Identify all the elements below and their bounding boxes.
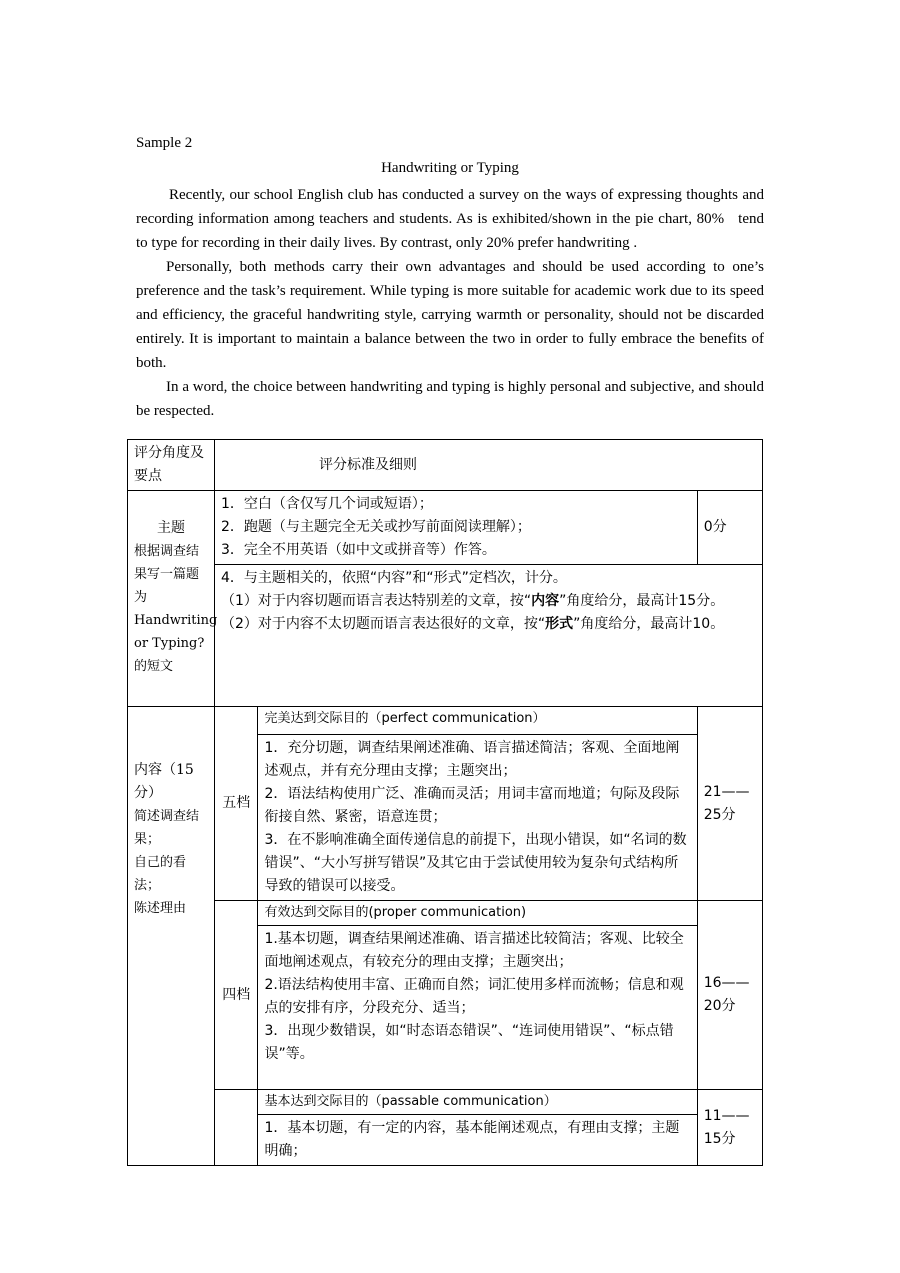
rule-2-text-end: ”角度给分，最高计10。	[573, 616, 725, 632]
content-point: 陈述理由	[134, 901, 187, 916]
band-4-title: 有效达到交际目的(proper communication)	[258, 901, 697, 926]
band-5-title-row	[128, 707, 763, 735]
rubric-header-row	[128, 440, 763, 491]
essay-paragraph: Recently, our school English club has conducted a survey on the ways of expressing thoughts and recording information among teachers and students. As is exhibited/shown in the pie chart, 80% tend to type for recording in their daily lives. By contrast, only 20% prefer handwriting .	[136, 187, 764, 251]
content-label: 内容（15分）	[134, 762, 194, 801]
rule-2-text: （2）对于内容不太切题而语言表达很好的文章，按“	[220, 616, 546, 632]
zero-item: 3．完全不用英语（如中文或拼音等）作答。	[220, 542, 496, 558]
essay-paragraph: In a word, the choice between handwriting and typing is highly personal and subjective, and should be respected.	[136, 379, 764, 419]
topic-zero-row	[128, 491, 763, 565]
band-item: 2．语法结构使用广泛、准确而灵活；用词丰富而地道；句际及段际衔接自然、紧密，语意连贯；	[264, 786, 680, 825]
zero-score: 0分	[697, 491, 762, 565]
topic-rules	[214, 565, 762, 707]
essay-body	[136, 183, 764, 423]
band-item: 1.基本切题，调查结果阐述准确、语言描述比较简洁；客观、比较全面地阐述观点，有较充分的理由支撑；主题突出；	[264, 931, 684, 970]
topic-description: 根据调查结果写一篇题为Handwriting or Typing?的短文	[134, 544, 218, 674]
band-item: 1．充分切题，调查结果阐述准确、语言描述简洁；客观、全面地阐述观点，并有充分理由支撑；主题突出；	[264, 740, 680, 779]
band-3-items	[258, 1115, 697, 1166]
header-criteria: 评分角度及要点	[128, 440, 215, 491]
band-4-grade: 四档	[214, 901, 257, 1090]
zero-item: 1．空白（含仅写几个词或短语）；	[220, 496, 433, 512]
band-item: 3．在不影响准确全面传递信息的前提下，出现小错误，如“名词的数错误”、“大小写拼写错误”及其它由于尝试使用较为复杂句式结构所导致的错误可以接受。	[264, 832, 687, 894]
band-3-score: 11——15分	[697, 1090, 762, 1166]
content-cell	[128, 707, 215, 1166]
band-item: 2.语法结构使用丰富、正确而自然；词汇使用多样而流畅；信息和观点的安排有序，分段充分、适当；	[264, 977, 684, 1016]
zero-criteria	[214, 491, 697, 565]
zero-item: 2．跑题（与主题完全无关或抄写前面阅读理解）；	[220, 519, 531, 535]
rule-1	[221, 590, 756, 613]
band-4-title-row	[128, 901, 763, 926]
band-item: 1．基本切题，有一定的内容，基本能阐述观点，有理由支撑；主题明确；	[264, 1120, 680, 1159]
band-4-items	[258, 926, 697, 1090]
content-point: 简述调查结果；	[134, 809, 200, 847]
rule-1-emphasis: 内容	[531, 593, 560, 609]
band-5-grade: 五档	[214, 707, 257, 901]
essay-paragraph: Personally, both methods carry their own advantages and should be used according to one’s preference and the task’s requirement. While typing is more suitable for academic work due to its speed and efficiency, the graceful handwriting style, carrying warmth or personality, should not be discarded entirely. It is important to maintain a balance between the two in order to fully embrace the benefits of both.	[136, 259, 764, 371]
rule-2-emphasis: 形式	[545, 616, 574, 632]
topic-label: 主题	[156, 520, 185, 536]
band-item: 3．出现少数错误，如“时态语态错误”、“连词使用错误”、“标点错误”等。	[264, 1023, 674, 1062]
band-3-title-row	[128, 1090, 763, 1115]
band-5-items	[258, 735, 697, 901]
content-point: 自己的看法；	[134, 855, 187, 893]
scoring-rubric-table	[127, 439, 763, 1166]
band-3-grade	[214, 1090, 257, 1166]
sample-label: Sample 2	[136, 135, 193, 151]
header-standards: 评分标准及细则	[214, 440, 762, 491]
band-4-score: 16——20分	[697, 901, 762, 1090]
topic-cell	[128, 491, 218, 707]
band-5-title: 完美达到交际目的（perfect communication）	[258, 707, 697, 735]
rule-intro: 4．与主题相关的，依照“内容”和“形式”定档次，计分。	[220, 570, 567, 586]
band-3-title: 基本达到交际目的（passable communication）	[258, 1090, 697, 1115]
topic-rule-row	[128, 565, 763, 707]
band-5-score: 21——25分	[697, 707, 762, 901]
essay-title: Handwriting or Typing	[381, 160, 519, 176]
rule-2	[221, 613, 756, 636]
rule-1-text-end: ”角度给分，最高计15分。	[559, 593, 725, 609]
rule-1-text: （1）对于内容切题而语言表达特别差的文章，按“	[220, 593, 532, 609]
